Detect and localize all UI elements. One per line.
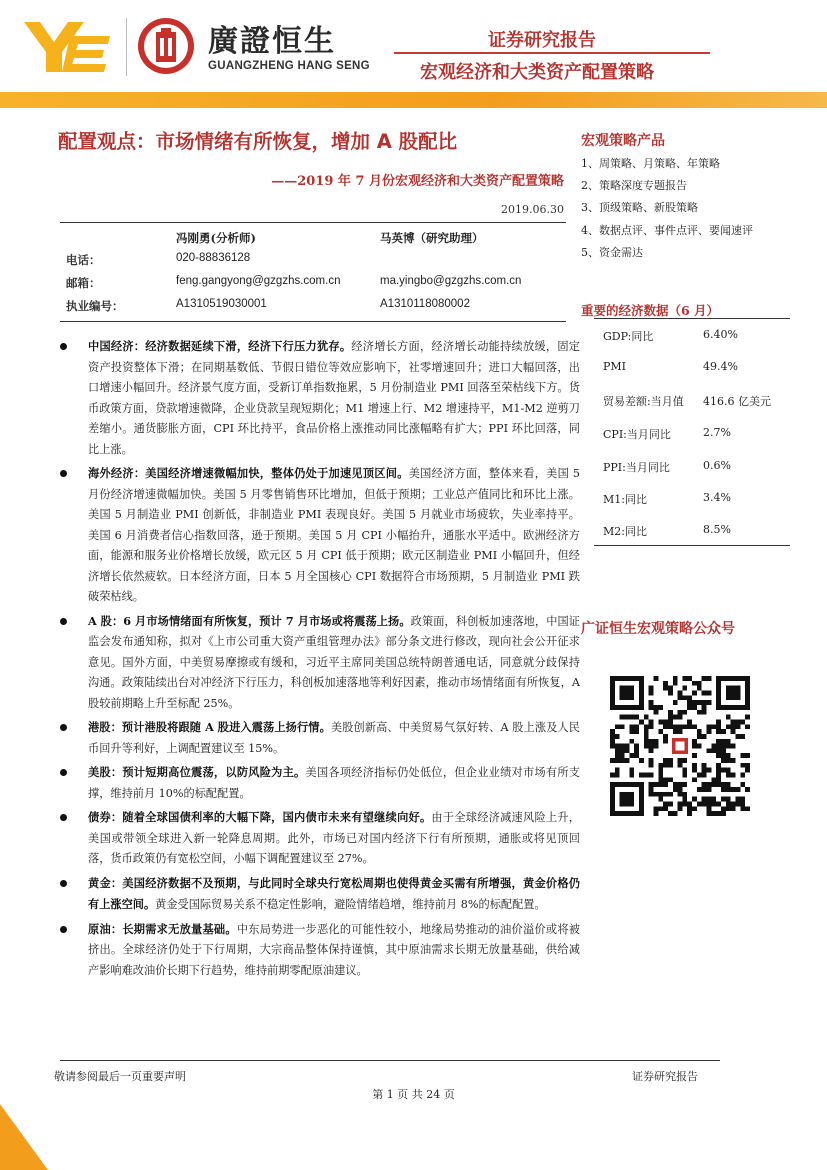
email-value-2[interactable]: ma.yingbo@gzgzhs.com.cn (380, 275, 522, 287)
company-name-cn: 廣證恒生 (208, 24, 336, 59)
email-value-1[interactable]: feng.gangyong@gzgzhs.com.cn (176, 275, 341, 287)
bullet-china-economy: 中国经济：经济数据延续下滑，经济下行压力犹存。经济增长方面，经济增长动能持续放缓，固定资产投资整体下滑；在同期基数低、节假日错位等效应影响下，社零增速回升；进口大幅回落，出口增速小幅回升。经济景气度方面，受新订单指数拖累，5 月份制造业 PMI 回落至荣枯线下方。货币政策方面，贷款增速微降，企业贷款呈现短期化；M1 增速上行、M2 增速持平，M1-M2 逆剪刀差缩小。通货膨胀方面，CPI 环比持平，食品价格上涨推动同比涨幅略有扩大；PPI 环比回落，同比上涨。 (60, 336, 580, 460)
page-number: 第 1 页 共 24 页 (372, 1088, 455, 1101)
bullet-overseas-economy: 海外经济：美国经济增速微幅加快，整体仍处于加速见顶区间。美国经济方面，整体来看，美国 5 月份经济增速微幅加快。美国 5 月零售销售环比增加，但低于预期；工业总产值同比和环比上涨。美国 5 月制造业 PMI 创新低，非制造业 PMI 表现良好。美国 5 月就业市场疲软，失业率持平。美国 6 月消费者信心指数回落，逊于预期。美国 5 月 CPI 小幅抬升，通胀水平适中。欧洲经济方面，能源和服务业价格增长放缓，欧元区 5 月 CPI 低于预期；欧元区制造业 PMI 小幅回升，但经济增长依然疲软。日本经济方面，日本 5 月全国核心 CPI 数据符合市场预期，5 月制造业 PMI 跌破荣枯线。 (60, 463, 580, 608)
report-category: 宏观经济和大类资产配置策略 (420, 62, 654, 83)
license-value-2: A1310118080002 (380, 298, 470, 310)
products-list (581, 153, 753, 264)
econ-table-top-rule (594, 318, 790, 319)
ye-logo-icon (24, 18, 110, 74)
company-name-en: GUANGZHENG HANG SENG (208, 60, 370, 72)
report-date: 2019.06.30 (501, 203, 564, 216)
seal-icon (136, 16, 196, 76)
bullet-crude-oil: 原油：长期需求无放量基础。中东局势进一步恶化的可能性较小，地缘局势推动的油价溢价或将被挤出。全球经济仍处于下行周期，大宗商品整体保持谨慎，其中原油需求长期无放量基础，供给减产影响难改油价长期下行趋势，维持前期零配原油建议。 (60, 919, 580, 982)
footer-report-type: 证券研究报告 (632, 1070, 698, 1083)
qr-code-icon[interactable] (610, 676, 750, 816)
corner-decoration (0, 1104, 48, 1170)
bullet-dot (60, 470, 67, 477)
main-body (60, 336, 580, 984)
license-label: 执业编号： (66, 299, 124, 313)
bullet-a-shares: A 股：6 月市场情绪面有所恢复，预计 7 月市场或将震荡上扬。政策面，科创板加速落地，中国证监会发布通知称，拟对《上市公司重大资产重组管理办法》部分条文进行修改，现向社会公开征求意见。国外方面，中美贸易摩擦或有缓和，习近平主席同美国总统特朗普通电话，同意就分歧保持沟通。政策陆续出台对冲经济下行压力，科创板加速落地等利好因素，推动市场情绪面有所恢复，A 股较前期略上升至标配 25%。 (60, 611, 580, 715)
econ-table-bottom-rule (594, 545, 790, 546)
header-band (0, 92, 827, 108)
phone-value: 020-88836128 (176, 252, 251, 264)
product-item: 2、策略深度专题报告 (581, 179, 687, 193)
product-item: 1、周策略、月策略、年策略 (581, 157, 720, 170)
products-title: 宏观策略产品 (581, 133, 665, 149)
bullet-dot (60, 769, 67, 776)
bullet-gold: 黄金：美国经济数据不及预期，与此同时全球央行宽松周期也使得黄金买需有所增强，黄金价格仍有上涨空间。黄金受国际贸易关系不稳定性影响，避险情绪趋增，维持前月 8%的标配配置。 (60, 873, 580, 916)
report-type: 证券研究报告 (488, 30, 596, 51)
product-item: 4、数据点评、事件点评、要闻速评 (581, 223, 753, 237)
analyst-name-2: 马英博（研究助理） (380, 231, 484, 245)
bullet-dot (60, 618, 67, 625)
bullet-dot (60, 724, 67, 731)
analyst-license-row (60, 298, 566, 318)
analyst-phone-row (60, 252, 566, 272)
page-subtitle: ——2019 年 7 月份宏观经济和大类资产配置策略 (271, 174, 564, 189)
bullet-dot (60, 814, 67, 821)
footer-rule (60, 1060, 720, 1061)
logo-divider (126, 18, 127, 76)
analyst-name-1: 冯刚勇(分析师) (176, 231, 256, 245)
footer-disclaimer: 敬请参阅最后一页重要声明 (54, 1070, 186, 1083)
email-label: 邮箱： (66, 276, 101, 290)
analyst-table-bottom-rule (60, 321, 566, 322)
header-divider (394, 52, 710, 54)
bullet-dot (60, 880, 67, 887)
product-item: 5、资金需达 (581, 245, 643, 259)
econ-data-title: 重要的经济数据（6 月） (581, 303, 720, 318)
page-title: 配置观点：市场情绪有所恢复，增加 A 股配比 (58, 130, 458, 153)
bullet-dot (60, 926, 67, 933)
bullet-bonds: 债券：随着全球国债利率的大幅下降，国内债市未来有望继续向好。由于全球经济减速风险上升，美国或带领全球进入新一轮降息周期。此外，市场已对国内经济下行有所预期，通胀或将见顶回落，货币政策仍有宽松空间，小幅下调配置建议至 27%。 (60, 807, 580, 870)
license-value-1: A1310519030001 (176, 298, 267, 310)
bullet-us-shares: 美股：预计短期高位震荡，以防风险为主。美国各项经济指标仍处低位，但企业业绩对市场有所支撑，维持前月 10%的标配配置。 (60, 762, 580, 804)
product-item: 3、顶级策略、新股策略 (581, 201, 698, 215)
analyst-table-top-rule (60, 222, 566, 223)
wechat-title: 广证恒生宏观策略公众号 (581, 621, 735, 637)
company-logo (24, 12, 370, 84)
phone-label: 电话： (66, 253, 101, 267)
analyst-names-row (60, 230, 566, 250)
bullet-hk-shares: 港股：预计港股将跟随 A 股进入震荡上扬行情。美股创新高、中美贸易气氛好转、A 股上涨及人民币回升等利好，上调配置建议至 15%。 (60, 717, 580, 759)
bullet-dot (60, 343, 67, 350)
analyst-email-row (60, 275, 566, 295)
